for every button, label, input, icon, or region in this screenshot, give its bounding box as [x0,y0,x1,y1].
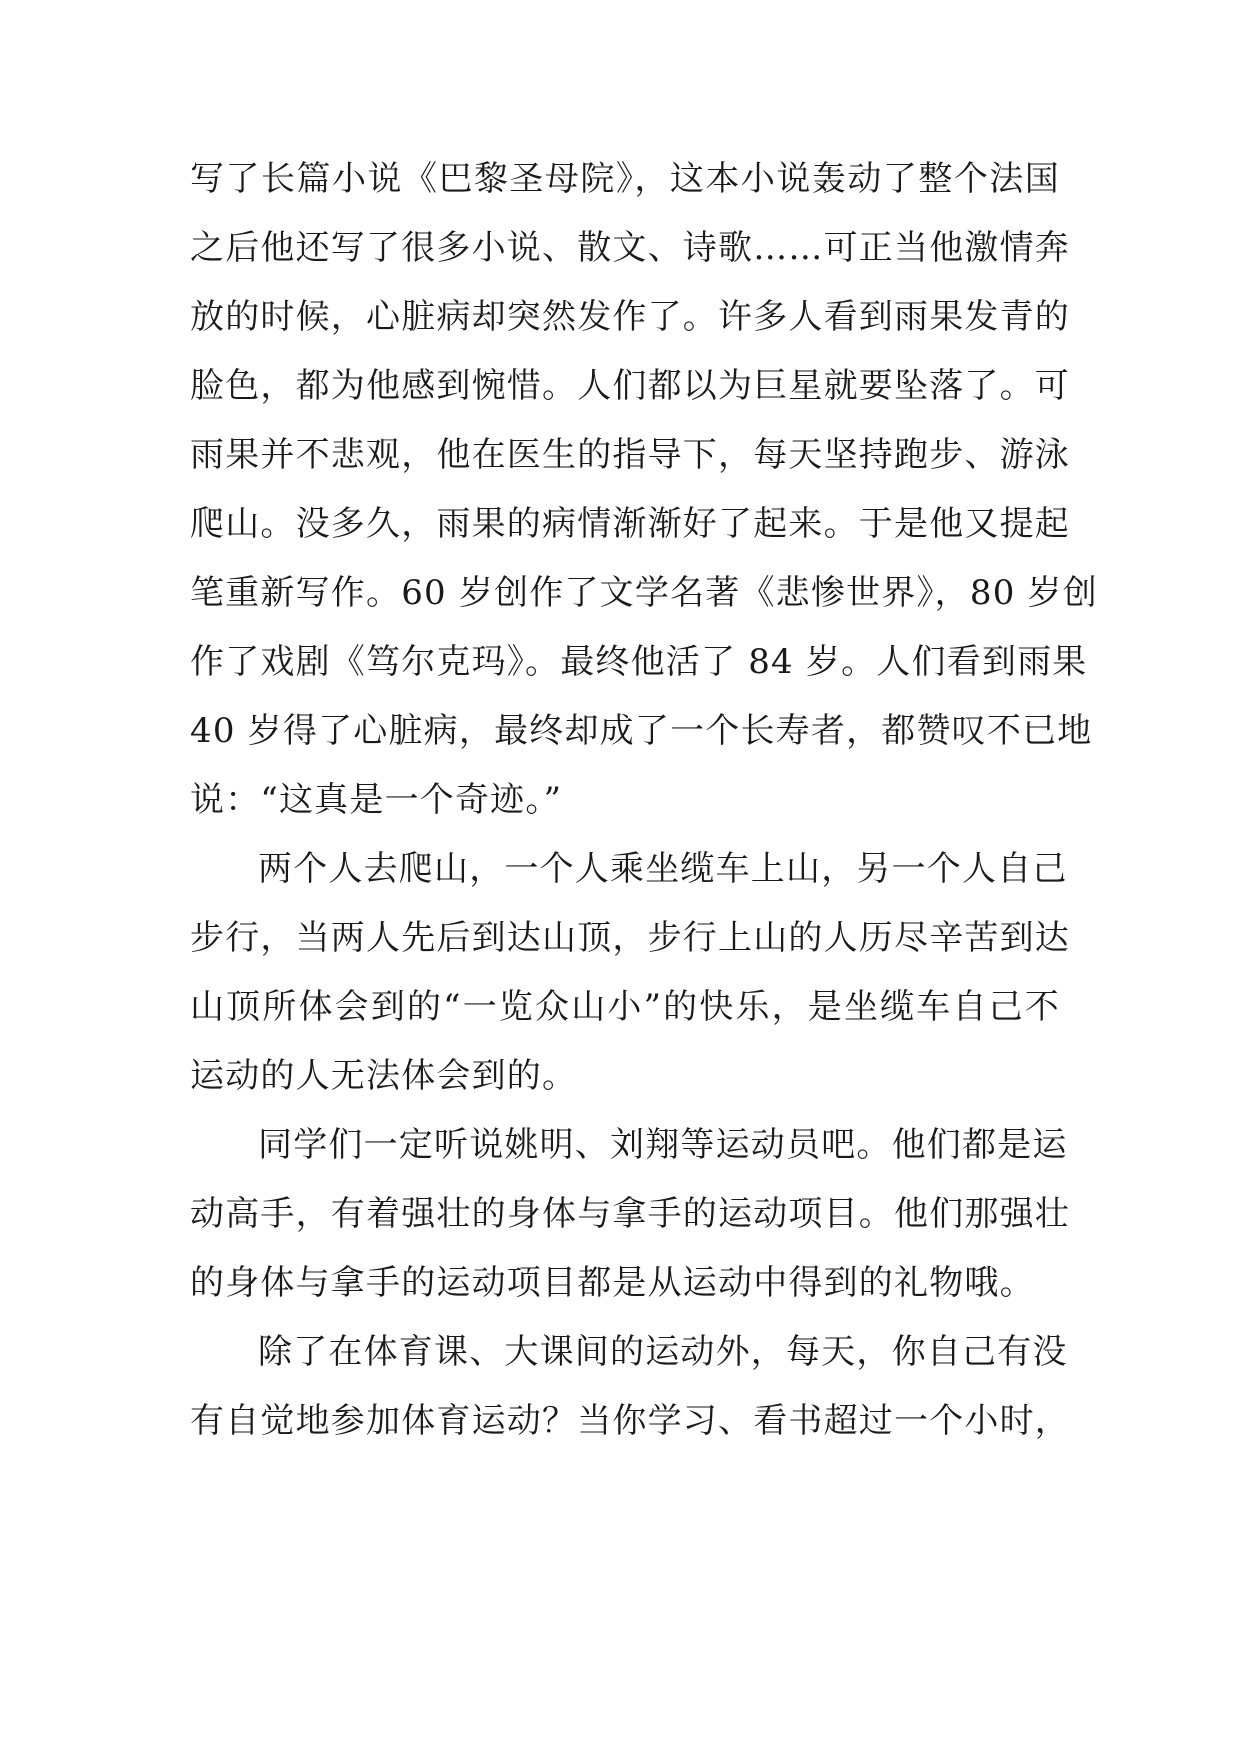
text-line: 作了戏剧《笃尔克玛》。最终他活了 84 岁。人们看到雨果 [190,642,1088,682]
text-line: 笔重新写作。60 岁创作了文学名著《悲惨世界》，80 岁创 [190,573,1098,613]
text-line: 有自觉地参加体育运动？当你学习、看书超过一个小时， [190,1401,1070,1441]
paragraph-first-line: 同学们一定听说姚明、刘翔等运动员吧。他们都是运 [258,1125,1068,1165]
text-line: 运动的人无法体会到的。 [190,1056,578,1096]
text-line: 脸色，都为他感到惋惜。人们都以为巨星就要坠落了。可 [190,366,1070,406]
text-line: 的身体与拿手的运动项目都是从运动中得到的礼物哦。 [190,1263,1035,1303]
text-line: 爬山。没多久，雨果的病情渐渐好了起来。于是他又提起 [190,504,1070,544]
text-line: 写了长篇小说《巴黎圣母院》，这本小说轰动了整个法国 [190,159,1060,199]
text-line: 40 岁得了心脏病，最终却成了一个长寿者，都赞叹不已地 [190,711,1093,751]
text-line: 山顶所体会到的“一览众山小”的快乐，是坐缆车自己不 [190,987,1060,1027]
paragraph-first-line: 两个人去爬山，一个人乘坐缆车上山，另一个人自己 [258,849,1068,889]
text-line: 雨果并不悲观，他在医生的指导下，每天坚持跑步、游泳 [190,435,1070,475]
paragraph-first-line: 除了在体育课、大课间的运动外，每天，你自己有没 [258,1332,1068,1372]
text-line: 动高手，有着强壮的身体与拿手的运动项目。他们那强壮 [190,1194,1070,1234]
text-line: 说：“这真是一个奇迹。” [190,780,563,820]
text-line: 之后他还写了很多小说、散文、诗歌……可正当他激情奔 [190,228,1070,268]
text-line: 步行，当两人先后到达山顶，步行上山的人历尽辛苦到达 [190,918,1070,958]
text-line: 放的时候，心脏病却突然发作了。许多人看到雨果发青的 [190,297,1070,337]
